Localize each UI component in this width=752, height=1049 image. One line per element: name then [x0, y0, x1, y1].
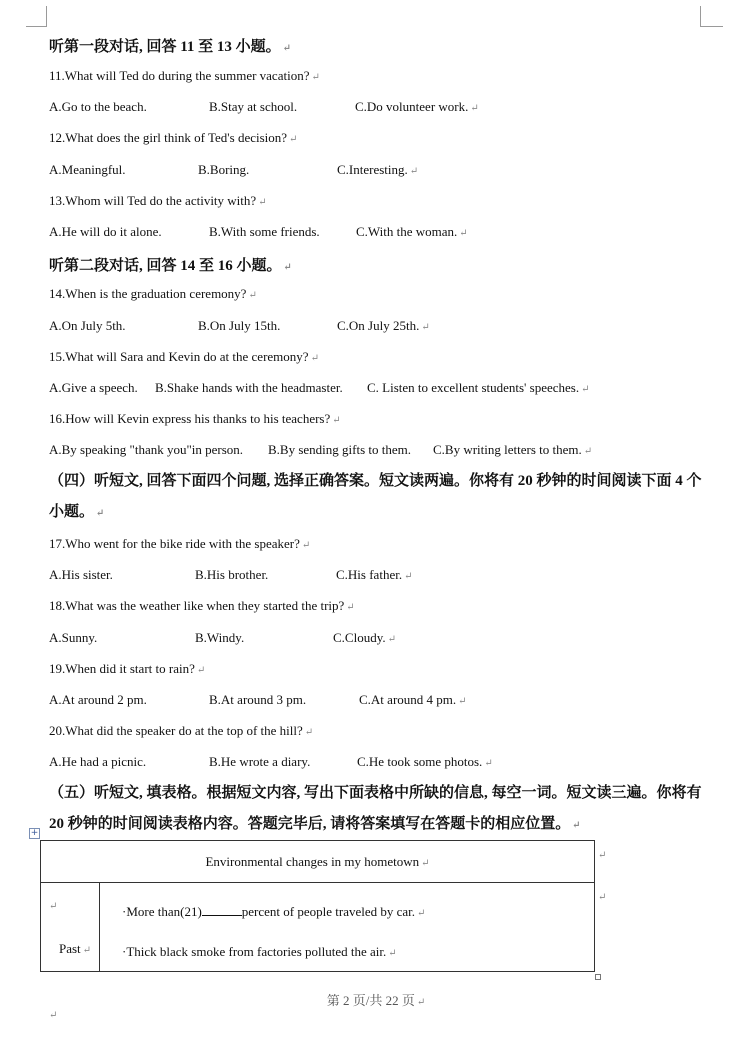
table-row-label: Past ↵ [59, 941, 92, 956]
option-13-a: A.He will do it alone. [49, 224, 162, 239]
option-11-a: A.Go to the beach. [49, 99, 147, 114]
page-corner-top-right [700, 6, 723, 27]
option-18-b: B.Windy. [195, 630, 245, 645]
question-12: 12.What does the girl think of Ted's decision? ↵ [49, 130, 298, 145]
question-17: 17.Who went for the bike ride with the speaker? ↵ [49, 536, 311, 551]
option-20-b: B.He wrote a diary. [209, 754, 311, 769]
option-13-b: B.With some friends. [209, 224, 320, 239]
page-corner-top-left [26, 6, 47, 27]
option-11-c: C.Do volunteer work. ↵ [355, 99, 479, 114]
option-16-b: B.By sending gifts to them. [268, 442, 411, 457]
table-line-1: ·More than(21) percent of people traveled by car. ↵ [122, 904, 426, 919]
question-18: 18.What was the weather like when they started the trip? ↵ [49, 598, 355, 613]
option-17-b: B.His brother. [195, 567, 269, 582]
section-1-header: 听第一段对话, 回答 11 至 13 小题。 ↵ [49, 39, 292, 55]
option-13-c: C.With the woman. ↵ [356, 224, 468, 239]
row-end-mark: ↵ [598, 892, 607, 903]
option-19-a: A.At around 2 pm. [49, 692, 147, 707]
question-15: 15.What will Sara and Kevin do at the ceremony? ↵ [49, 349, 319, 364]
question-19: 19.When did it start to rain? ↵ [49, 661, 206, 676]
option-19-c: C.At around 4 pm. ↵ [359, 692, 467, 707]
page-footer: 第 2 页/共 22 页 ↵ [326, 993, 426, 1008]
question-11: 11.What will Ted do during the summer vacation? ↵ [49, 68, 320, 83]
option-15-b: B.Shake hands with the headmaster. [155, 380, 343, 395]
table-move-handle-icon[interactable]: + [30, 828, 39, 838]
paragraph-mark: ↵ [49, 1010, 58, 1021]
answer-blank-21[interactable] [202, 903, 242, 916]
option-15-a: A.Give a speech. [49, 380, 138, 395]
option-19-b: B.At around 3 pm. [209, 692, 307, 707]
question-13: 13.Whom will Ted do the activity with? ↵ [49, 193, 267, 208]
option-12-b: B.Boring. [198, 162, 250, 177]
table-resize-handle[interactable] [595, 974, 601, 980]
option-16-c: C.By writing letters to them. ↵ [433, 442, 593, 457]
option-18-c: C.Cloudy. ↵ [333, 630, 396, 645]
option-14-a: A.On July 5th. [49, 318, 126, 333]
question-14: 14.When is the graduation ceremony? ↵ [49, 286, 257, 301]
option-17-c: C.His father. ↵ [336, 567, 413, 582]
table-content-cell [100, 883, 594, 971]
table-title-row: Environmental changes in my hometown ↵ [41, 841, 594, 883]
option-12-a: A.Meaningful. [49, 162, 126, 177]
option-20-a: A.He had a picnic. [49, 754, 147, 769]
option-12-c: C.Interesting. ↵ [337, 162, 419, 177]
question-20: 20.What did the speaker do at the top of the hill? ↵ [49, 723, 314, 738]
row-end-mark: ↵ [598, 850, 607, 861]
option-11-b: B.Stay at school. [209, 99, 298, 114]
section-5-instructions: （五）听短文, 填表格。根据短文内容, 写出下面表格中所缺的信息, 每空一词。短文读三遍。你将有 20 秒钟的时间阅读表格内容。答题完毕后, 请将答案填写在答题卡的相应位置。 ↵ [49, 785, 702, 832]
table-row-label-cell: ↵ Past ↵ [41, 883, 100, 971]
table-title: Environmental changes in my hometown [205, 854, 420, 869]
fill-in-table [40, 840, 595, 972]
option-18-a: A.Sunny. [49, 630, 98, 645]
option-17-a: A.His sister. [49, 567, 113, 582]
option-20-c: C.He took some photos. ↵ [357, 754, 493, 769]
option-14-b: B.On July 15th. [198, 318, 281, 333]
question-16: 16.How will Kevin express his thanks to his teachers? ↵ [49, 411, 341, 426]
option-16-a: A.By speaking "thank you"in person. [49, 442, 244, 457]
table-line-2: ·Thick black smoke from factories polluted the air. ↵ [122, 944, 397, 959]
section-2-header: 听第二段对话, 回答 14 至 16 小题。 ↵ [49, 258, 292, 274]
option-15-c: C. Listen to excellent students' speeches. ↵ [367, 380, 590, 395]
option-14-c: C.On July 25th. ↵ [337, 318, 430, 333]
section-4-instructions: （四）听短文, 回答下面四个问题, 选择正确答案。短文读两遍。你将有 20 秒钟的时间阅读下面 4 个小题。 ↵ [49, 473, 702, 520]
